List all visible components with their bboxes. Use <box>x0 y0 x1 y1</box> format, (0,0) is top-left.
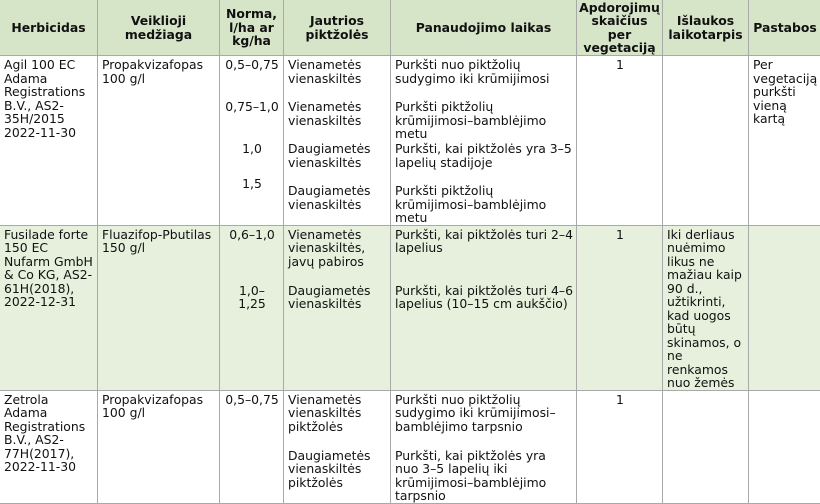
timing-entry: Purkšti piktžolių krūmijimosi–bamblėjimo metu <box>395 100 573 142</box>
timing-entry: Purkšti piktžolių krūmijimosi–bamblėjimo metu <box>395 184 573 225</box>
timing-entry: Purkšti, kai piktžolės yra 3–5 lapelių stadijoje <box>395 142 573 184</box>
cell-notes: Per vegetaciją purkšti vieną kartą <box>749 56 820 226</box>
norm-value: 1,0 <box>224 142 280 177</box>
norm-value: 1,0– 1,25 <box>224 284 280 311</box>
norm-value: 0,6–1,0 <box>224 228 280 284</box>
weed-entry: Daugiametės vienaskiltės <box>288 284 387 311</box>
weed-entry: Daugiametės vienaskiltės <box>288 184 387 211</box>
norm-value: 1,5 <box>224 177 280 191</box>
col-header-herbicide: Herbicidas <box>0 0 98 56</box>
col-header-weeds: Jautrios piktžolės <box>284 0 391 56</box>
norm-value: 0,75–1,0 <box>224 100 280 142</box>
cell-withdrawal <box>663 390 749 503</box>
cell-treatments: 1 <box>577 56 663 226</box>
cell-withdrawal <box>663 56 749 226</box>
weed-entry: Vienametės vienaskiltės, javų pabiros <box>288 228 387 284</box>
cell-norm <box>220 225 284 390</box>
cell-weeds <box>284 390 391 503</box>
timing-entry: Purkšti nuo piktžolių sudygimo iki krūmijimosi–bamblėjimo tarpsnio <box>395 393 573 449</box>
cell-weeds <box>284 225 391 390</box>
norm-value: 0,5–0,75 <box>224 393 280 407</box>
table-row <box>0 390 820 503</box>
col-header-treatments: Apdorojimų skaičius per vegetaciją <box>577 0 663 56</box>
col-header-notes: Pastabos <box>749 0 820 56</box>
norm-value: 0,5–0,75 <box>224 58 280 100</box>
cell-notes <box>749 225 820 390</box>
timing-entry: Purkšti, kai piktžolės turi 4–6 lapelius (10–15 cm aukščio) <box>395 284 573 311</box>
cell-herbicide: Fusilade forte 150 EC Nufarm GmbH & Co KG, AS2-61H(2018), 2022-12-31 <box>0 225 98 390</box>
table-row <box>0 56 820 226</box>
timing-entry: Purkšti, kai piktžolės yra nuo 3–5 lapelių iki krūmijimosi–bamblėjimo tarpsnio <box>395 449 573 503</box>
cell-timing <box>391 225 577 390</box>
timing-entry: Purkšti, kai piktžolės turi 2–4 lapelius <box>395 228 573 284</box>
weed-entry: Vienametės vienaskiltės <box>288 58 387 100</box>
weed-entry: Daugiametės vienaskiltės piktžolės <box>288 449 387 490</box>
header-row <box>0 0 820 56</box>
cell-timing <box>391 56 577 226</box>
cell-herbicide: Zetrola Adama Registrations B.V., AS2-77H(2017), 2022-11-30 <box>0 390 98 503</box>
cell-treatments: 1 <box>577 225 663 390</box>
cell-substance: Propakvizafopas 100 g/l <box>98 390 220 503</box>
cell-withdrawal: Iki derliaus nuėmimo likus ne mažiau kaip 90 d., užtikrinti, kad uogos būtų skinamos, o ne renkamos nuo žemės <box>663 225 749 390</box>
weed-entry: Vienametės vienaskiltės <box>288 100 387 142</box>
cell-notes <box>749 390 820 503</box>
cell-norm <box>220 390 284 503</box>
col-header-norm: Norma, l/ha ar kg/ha <box>220 0 284 56</box>
col-header-timing: Panaudojimo laikas <box>391 0 577 56</box>
cell-norm <box>220 56 284 226</box>
col-header-substance: Veiklioji medžiaga <box>98 0 220 56</box>
cell-substance: Propakvizafopas 100 g/l <box>98 56 220 226</box>
cell-timing <box>391 390 577 503</box>
cell-herbicide: Agil 100 EC Adama Registrations B.V., AS2-35H/2015 2022-11-30 <box>0 56 98 226</box>
weed-entry: Vienametės vienaskiltės piktžolės <box>288 393 387 449</box>
col-header-withdrawal: Išlaukos laikotarpis <box>663 0 749 56</box>
timing-entry: Purkšti nuo piktžolių sudygimo iki krūmijimosi <box>395 58 573 100</box>
cell-substance: Fluazifop-Pbutilas 150 g/l <box>98 225 220 390</box>
table-row <box>0 225 820 390</box>
cell-treatments: 1 <box>577 390 663 503</box>
cell-weeds <box>284 56 391 226</box>
weed-entry: Daugiametės vienaskiltės <box>288 142 387 184</box>
